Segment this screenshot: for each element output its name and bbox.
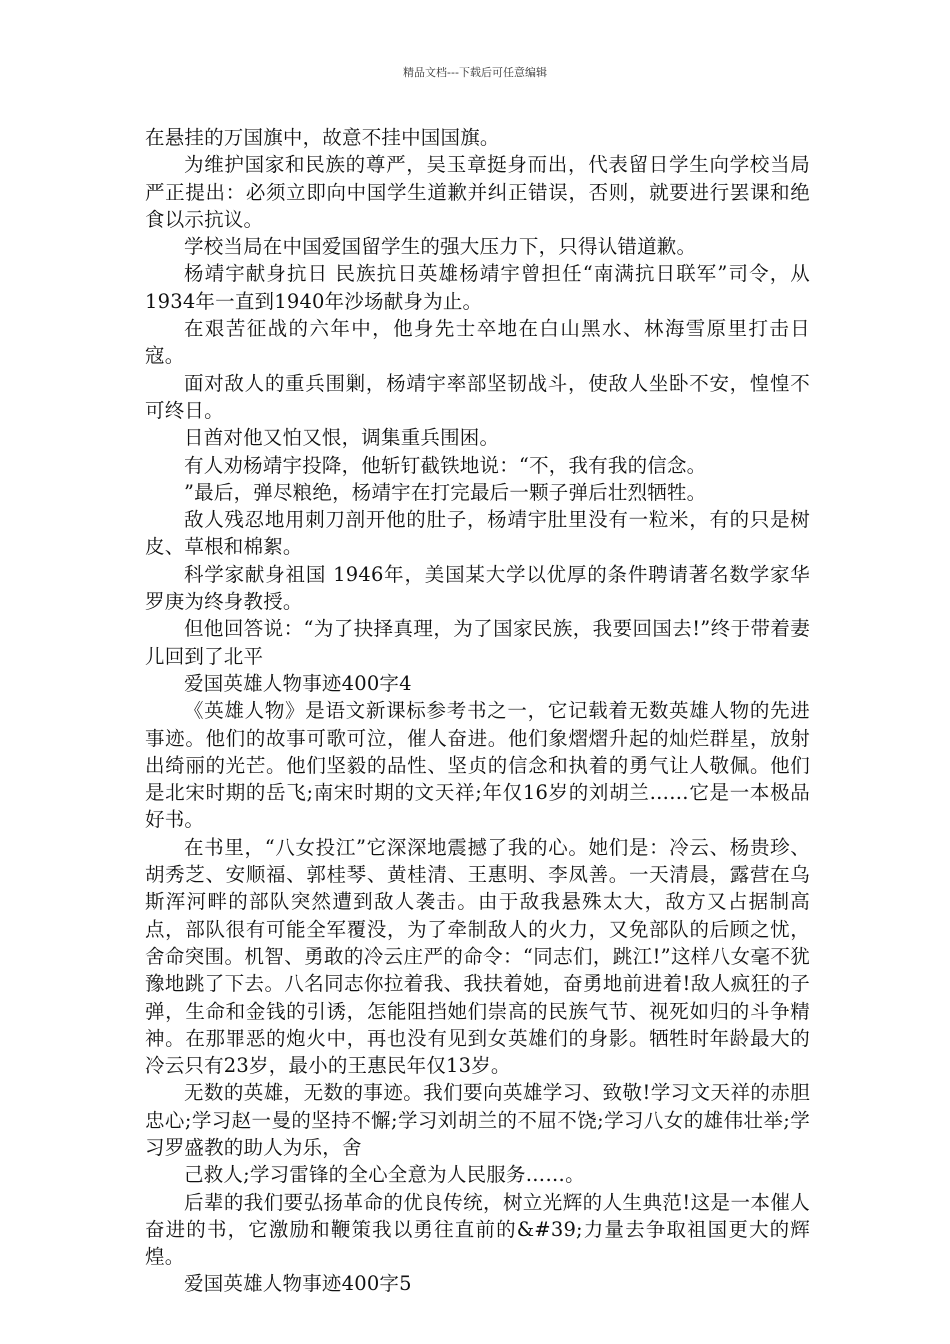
paragraph: 在悬挂的万国旗中，故意不挂中国国旗。 xyxy=(145,126,500,149)
paragraph: 学校当局在中国爱国留学生的强大压力下，只得认错道歉。 xyxy=(184,235,697,259)
paragraph: 在书里，“八女投江”它深深地震撼了我的心。她们是：冷云、杨贵珍、胡秀芝、安顺福、郭桂琴、黄桂清、王惠明、李凤善。一天清晨，露营在乌斯浑河畔的部队突然遭到敌人袭击。由于敌我悬殊太大，敌方又占据制高点，部队很有可能全军覆没，为了牵制敌人的火力，又免部队的后顾之忧，舍命突围。机智、勇敢的冷云庄严的命令：“同志们，跳江!”这样八女毫不犹豫地跳了下去。八名同志你拉着我、我扶着她，奋勇地前进着!敌人疯狂的子弹，生命和金钱的引诱，怎能阻挡她们崇高的民族气节、视死如归的斗争精神。在那罪恶的炮火中，再也没有见到女英雄们的身影。牺牲时年龄最大的冷云只有23岁，最小的王惠民年仅13岁。 xyxy=(145,835,810,1078)
paragraph: 《英雄人物》是语文新课标参考书之一，它记载着无数英雄人物的先进事迹。他们的故事可歌可泣，催人奋进。他们象熠熠升起的灿烂群星，放射出绮丽的光芒。他们坚毅的品性、坚贞的信念和执着的勇气让人敬佩。他们是北宋时期的岳飞;南宋时期的文天祥;年仅16岁的刘胡兰……它是一本极品好书。 xyxy=(145,699,810,832)
document-body xyxy=(145,124,810,1298)
section-heading: 爱国英雄人物事迹400字5 xyxy=(184,1272,412,1296)
paragraph: 为维护国家和民族的尊严，吴玉章挺身而出，代表留日学生向学校当局严正提出：必须立即向中国学生道歉并纠正错误，否则，就要进行罢课和绝食以示抗议。 xyxy=(145,153,810,231)
paragraph: 无数的英雄，无数的事迹。我们要向英雄学习、致敬!学习文天祥的赤胆忠心;学习赵一曼的坚持不懈;学习刘胡兰的不屈不饶;学习八女的雄伟壮举;学习罗盛教的助人为乐，舍 xyxy=(145,1081,810,1159)
paragraph: 敌人残忍地用刺刀剖开他的肚子，杨靖宇肚里没有一粒米，有的只是树皮、草根和棉絮。 xyxy=(145,508,810,559)
paragraph: 但他回答说：“为了抉择真理，为了国家民族，我要回国去!”终于带着妻儿回到了北平 xyxy=(145,617,810,668)
paragraph: 后辈的我们要弘扬革命的优良传统，树立光辉的人生典范!这是一本催人奋进的书，它激励和鞭策我以勇往直前的&#39;力量去争取祖国更大的辉煌。 xyxy=(145,1190,810,1269)
paragraph: ”最后，弹尽粮绝，杨靖宇在打完最后一颗子弹后壮烈牺牲。 xyxy=(184,480,707,504)
paragraph: 日酋对他又怕又恨，调集重兵围困。 xyxy=(184,426,500,450)
section-heading: 爱国英雄人物事迹400字4 xyxy=(184,671,412,695)
paragraph: 己救人;学习雷锋的全心全意为人民服务……。 xyxy=(184,1163,585,1187)
paragraph: 杨靖宇献身抗日 民族抗日英雄杨靖宇曾担任“南满抗日联军”司令，从1934年一直到1940年沙场献身为止。 xyxy=(145,262,810,313)
paragraph: 在艰苦征战的六年中，他身先士卒地在白山黑水、林海雪原里打击日寇。 xyxy=(145,317,810,368)
paragraph: 面对敌人的重兵围剿，杨靖宇率部坚韧战斗，使敌人坐卧不安，惶惶不可终日。 xyxy=(145,371,810,422)
page-header: 精品文档---下载后可任意编辑 xyxy=(403,66,547,79)
paragraph: 科学家献身祖国 1946年，美国某大学以优厚的条件聘请著名数学家华罗庚为终身教授。 xyxy=(145,562,810,614)
paragraph: 有人劝杨靖宇投降，他斩钉截铁地说：“不，我有我的信念。 xyxy=(184,453,707,477)
